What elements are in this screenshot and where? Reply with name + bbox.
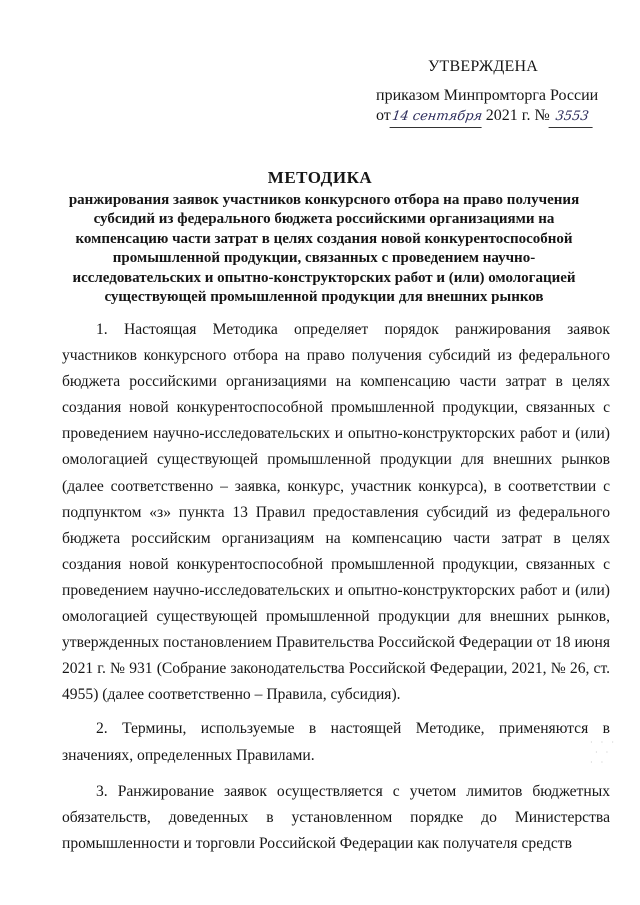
- document-subtitle: ранжирования заявок участников конкурсного отбора на право получения субсидий из федерального бюджета российскими организациями на компенсацию части затрат в целях создания новой конкурентоспособной промышленной продукции, связанных с проведением научно-исследовательских и опытно-конструкторских работ и (или) омологацией существующей промышленной продукции для внешних рынков: [68, 192, 580, 306]
- document-title: МЕТОДИКА: [267, 168, 373, 187]
- handwritten-order-number: 3553: [548, 107, 595, 128]
- order-reference: [376, 86, 606, 128]
- order-line-2: [376, 106, 606, 128]
- order-prefix: от: [376, 107, 391, 124]
- paragraph-3: 3. Ранжирование заявок осуществляется с учетом лимитов бюджетных обязательств, доведенных в установленном порядке до Министерства промышленности и торговли Российской Федерации как получателя средств: [62, 782, 610, 852]
- document-body: [62, 317, 610, 865]
- paragraph-2: 2. Термины, используемые в настоящей Методике, применяются в значениях, определенных Правилами.: [62, 720, 610, 764]
- approval-stamp-title: УТВЕРЖДЕНА: [428, 58, 539, 75]
- order-line-1: приказом Минпромторга России: [376, 87, 599, 104]
- paragraph-1: 1. Настоящая Методика определяет порядок ранжирования заявок участников конкурсного отбора на право получения субсидий из федерального бюджета российскими организациями на компенсацию части затрат в целях создания новой конкурентоспособной промышленной продукции, связанных с проведением научно-исследовательских и опытно-конструкторских работ и (или) омологацией существующей промышленной продукции для внешних рынков (далее соответственно – заявка, конкурс, участник конкурса), в соответствии с подпунктом «з» пункта 13 Правил предоставления субсидий из федерального бюджета российским организациям на компенсацию части затрат в целях создания новой конкурентоспособной промышленной продукции, связанных с проведением научно-исследовательских и опытно-конструкторских работ и (или) омологацией существующей промышленной продукции для внешних рынков, утвержденных постановлением Правительства Российской Федерации от 18 июня 2021 г. № 931 (Собрание законодательства Российской Федерации, 2021, № 26, ст. 4955) (далее соответственно – Правила, субсидия).: [62, 321, 610, 704]
- order-year: 2021 г. №: [485, 107, 550, 124]
- handwritten-order-date: 14 сентября: [389, 107, 484, 128]
- scan-noise: · · · · · · ·: [590, 738, 617, 767]
